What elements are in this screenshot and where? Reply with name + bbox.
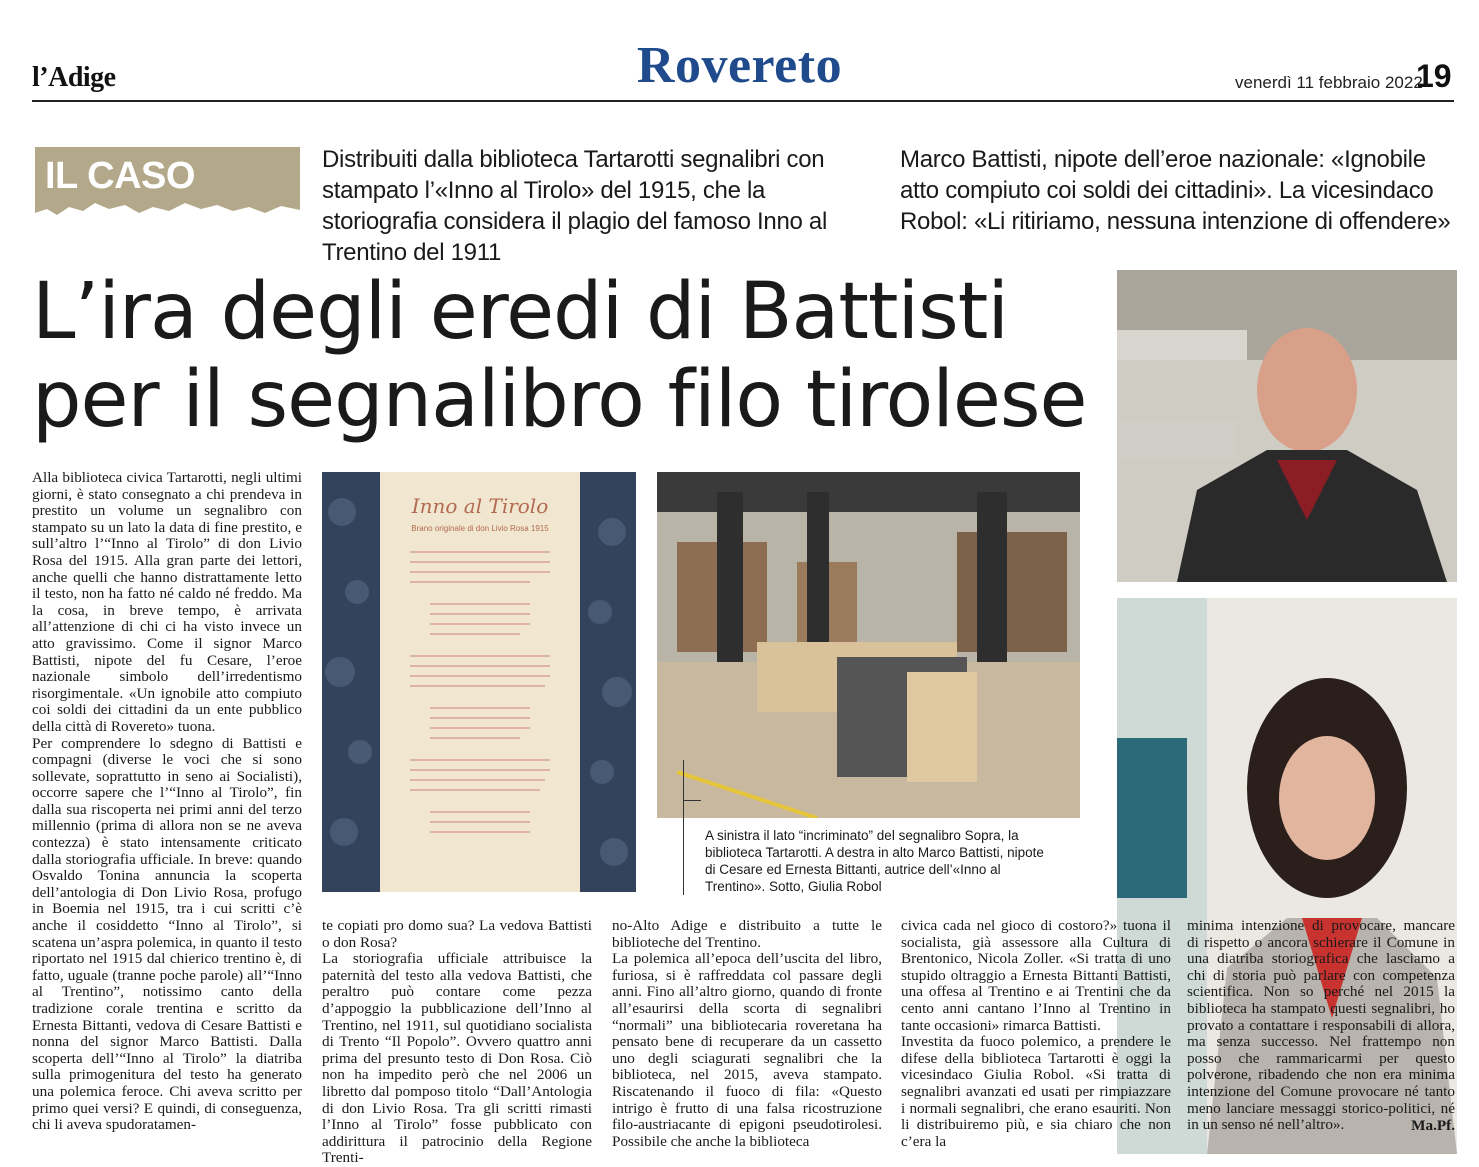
body-paragraph: Investita da fuoco polemico, a prendere le difese della biblioteca Tartarotti è oggi la vicesindaco Giulia Robol. «Si tratta di segnalibri avanzati ed usati per rimpiazzare i normali segnalibri, che erano esauriti. Non li distribuiremo più, e sia chiaro che non c’era la [901,1033,1171,1150]
body-column-3 [612,918,882,1150]
headline-line-1: L’ira degli eredi di Battisti [32,267,1009,357]
body-column-4 [901,918,1171,1150]
portrait-man [1117,270,1457,582]
subhead-right: Marco Battisti, nipote dell’eroe nazionale: «Ignobile atto compiuto coi soldi dei cittadini». La vicesindaco Robol: «Li ritiriamo, nessuna intenzione di offendere» [900,146,1451,235]
issue-date: venerdì 11 febbraio 2022 [1235,73,1423,92]
bookmark-photo [322,472,636,892]
photo-caption: A sinistra il lato “incriminato” del segnalibro Sopra, la biblioteca Tartarotti. A destra in alto Marco Battisti, nipote di Cesare ed Ernesta Bittanti, autrice dell’«Inno al Trentino». Sotto, Giulia Robol [705,828,1044,894]
torn-edge-graphic [35,197,300,227]
body-paragraph: minima intenzione di provocare, mancare di rispetto o ancora schierare il Comune in una diatriba storiografica che lasciamo a chi di storia può parlare con competenza scientifica. Non so perché nel 2015 la biblioteca ha stampato questi segnalibri, ho provato a contattare i responsabili di allora, ma senza successo. Nel frattempo non posso che rammaricarmi per questo polverone, ribadendo che non era minima intenzione del Comune provocare né tanto meno lanciare messaggi storico-politici, né in un senso né nell’altro». [1187,917,1455,1134]
section-title: Rovereto [636,37,843,94]
body-paragraph: te copiati pro domo sua? La vedova Battisti o don Rosa? [322,917,592,951]
body-paragraph: La polemica all’epoca dell’uscita del libro, furiosa, si è raffreddata col passare degli anni. Fino all’altro giorno, quando di fronte all’esaurirsi della scorta di segnalibri “normali” una bibliotecaria roveretana ha pensato bene di recuperare da un cassetto uno degli sciagurati segnalibri che la biblioteca, nel 2015, aveva stampato. Riscatenando il fuoco di fila: «Questo intrigo è frutto di una falsa ricostruzione filo-austriacante di epigoni pseudotirolesi. Possibile che anche la biblioteca [612,950,882,1150]
headline [32,268,1112,444]
bookmark-title: Inno al Tirolo [411,494,549,518]
masthead-rule [32,100,1454,102]
byline: Ma.Pf. [1411,1116,1455,1134]
library-illustration [657,472,1080,818]
kicker-box [35,147,300,227]
caption-rule [683,760,684,895]
body-paragraph: La storiografia ufficiale attribuisce la paternità del testo alla vedova Battisti, che peraltro può contare come pezza d’appoggio la pubblicazione dell’Inno al Trentino, nel 1911, sul quotidiano socialista di Trento “Il Popolo”. Ovvero quattro anni prima del presunto testo di Don Rosa. Ciò non ha impedito però che nel 2006 un libretto dal pomposo titolo “Dall’Antologia di don Livio Rosa. Tra gli scritti rimasti l’Inno al Tirolo” fosse pubblicato con addirittura il patrocinio della Regione Trenti- [322,950,592,1167]
bookmark-verses [380,542,580,882]
library-photo [657,472,1080,818]
body-paragraph: Alla biblioteca civica Tartarotti, negli ultimi giorni, è stato consegnato a chi prendeva in prestito un volume un segnalibro con stampato su un lato la data di fine prestito, e sull’altro l’“Inno al Tirolo” di don Livio Rosa del 1915. Alla gran parte dei lettori, anche quelli che hanno distrattamente letto il testo, non ha fatto né caldo né freddo. Ma la cosa, in breve tempo, è arrivata all’attenzione di chi ci ha visto invece un atto gravissimo. Come il signor Marco Battisti, nipote del fu Cesare, l’eroe nazionale simbolo dell’irredentismo risorgimentale. «Un ignobile atto compiuto coi soldi dei cittadini da un ente pubblico della città di Rovereto» tuona. [32,469,302,735]
subhead-left: Distribuiti dalla biblioteca Tartarotti segnalibri con stampato l’«Inno al Tirolo» del 1915, che la storiografia considera il plagio del famoso Inno al Trentino del 1911 [322,146,828,266]
page-number: 19 [1416,58,1452,94]
body-paragraph: Per comprendere lo sdegno di Battisti e compagni (diverse le voci che si sono sollevate, soprattutto in seno ai Socialisti), occorre sapere che l’“Inno al Tirolo”, fin dalla sua riscoperta nei primi anni del terzo millennio (prima di allora non se ne aveva contezza) è stato intensamente criticato dalla storiografia ufficiale. In breve: quando Osvaldo Tonina annuncia la scoperta dell’antologia di Don Livio Rosa, profugo in Boemia nel 1915, tra i cui scritti c’è anche il cosiddetto “Inno al Tirolo”, si scatena un’aspra polemica, in quanto il testo riportato nel 1915 dal chierico trentino è, di fatto, uguale (tranne poche parole) all’“Inno al Trentino”, notissimo canto della tradizione corale trentina e scritto da Ernesta Bittanti, vedova di Cesare Battisti e nonna del signor Marco Battisti. Dalla scoperta dell’“Inno al Tirolo” la diatriba sulla primogenitura del testo ha generato una polemica feroce. Chi aveva scritto per primo quei versi? E quindi, di conseguenza, chi li aveva spudoratamen- [32,734,302,1134]
body-column-2 [322,918,592,1167]
headline-line-2: per il segnalibro filo tirolese [32,355,1087,445]
bookmark-card [380,472,580,892]
body-column-1 [32,470,302,1134]
caption-tick [683,800,701,801]
body-paragraph: no-Alto Adige e distribuito a tutte le biblioteche del Trentino. [612,917,882,951]
body-paragraph: civica cada nel gioco di costoro?» tuona il socialista, già assessore alla Cultura di Brentonico, Nicola Zoller. «Si tratta di uno stupido oltraggio a Ernesta Bittanti Battisti, una offesa al Trentino e ai Trentini che da cento anni cantano l’Inno al Trentino in tante occasioni» rimarca Battisti. [901,917,1171,1034]
paper-name: l’Adige [32,62,116,93]
body-column-5 [1187,918,1455,1134]
kicker-label: IL CASO [45,155,195,197]
marco-battisti-photo [1117,270,1457,582]
bookmark-subtitle: Brano originale di don Livio Rosa 1915 [411,524,549,533]
